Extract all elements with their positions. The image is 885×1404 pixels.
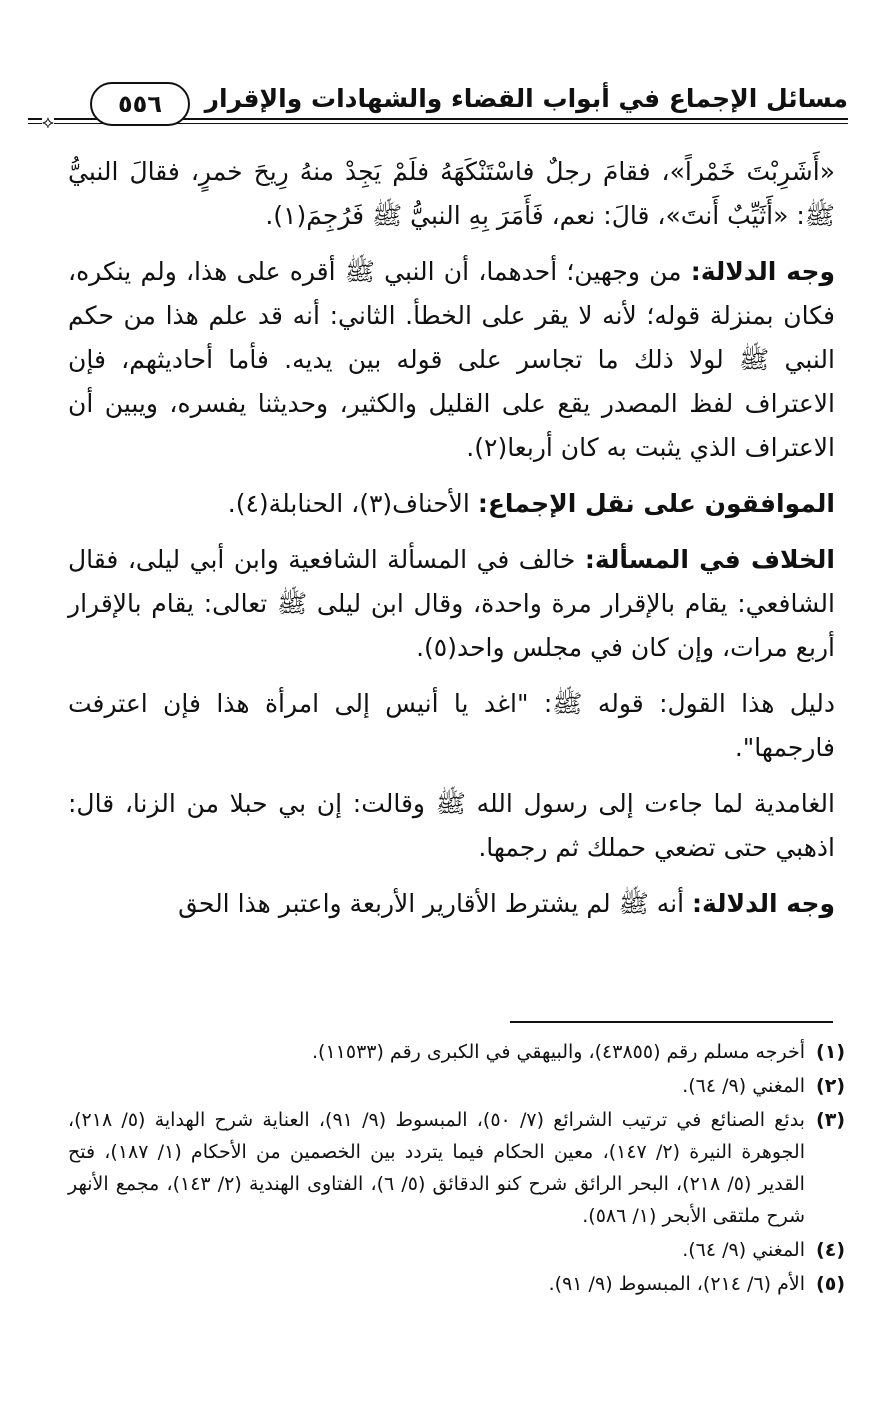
page-number: ٥٥٦	[90, 82, 190, 126]
evidence-label: وجه الدلالة:	[690, 257, 835, 286]
paragraph-evidence-2	[68, 882, 835, 926]
footnote-separator	[510, 1021, 833, 1023]
disagreement-text: خالف في المسألة الشافعية وابن أبي ليلى، فقال الشافعي: يقام بالإقرار مرة واحدة، وقال ابن ليلى ﷺ تعالى: يقام بالإقرار أربع مرات، وإن كان في مجلس واحد(٥).	[68, 545, 835, 662]
agreeing-text: الأحناف(٣)، الحنابلة(٤).	[227, 489, 470, 518]
paragraph-proof: دليل هذا القول: قوله ﷺ: "اغد يا أنيس إلى امرأة هذا فإن اعترفت فارجمها".	[68, 689, 835, 762]
running-header	[28, 78, 848, 133]
paragraph-evidence-1	[68, 250, 835, 470]
paragraph-agreeing	[68, 482, 835, 526]
evidence-text: من وجهين؛ أحدهما، أن النبي ﷺ أقره على هذا، ولم ينكره، فكان بمنزلة قوله؛ لأنه لا يقر على الخطأ. الثاني: أنه قد علم هذا من حكم النبي ﷺ لولا ذلك ما تجاسر على قوله بين يديه. فأما أحاديثهم، فإن الاعتراف لفظ المصدر يقع على القليل والكثير، وحديثنا يفسره، ويبين أن الاعتراف الذي يثبت به كان أربعا(٢).	[68, 257, 835, 462]
footnote-number: (١)	[816, 1041, 845, 1063]
footnote-text: أخرجه مسلم رقم (٤٣٨٥٥)، والبيهقي في الكبرى رقم (١١٥٣٣).	[312, 1041, 805, 1063]
footnote-text: المغني (٩/ ٦٤).	[682, 1239, 805, 1261]
paragraph-disagreement	[68, 538, 835, 670]
footnote-number: (٥)	[816, 1273, 845, 1295]
footnote-number: (٣)	[816, 1109, 845, 1131]
footnotes	[68, 1036, 845, 1302]
footnote-text: بدئع الصنائع في ترتيب الشرائع (٧/ ٥٠)، المبسوط (٩/ ٩١)، العناية شرح الهداية (٥/ ٢١٨)، الجوهرة النيرة (٢/ ١٤٧)، معين الحكام فيما يتردد بين الخصمين من الأحكام (١/ ١٨٧)، فتح القدير (٥/ ٢١٨)، البحر الرائق شرح كنو الدقائق (٥/ ٦)، الفتاوى الهندية (٢/ ١٤٣)، مجمع الأنهر شرح ملتقى الأبحر (١/ ٥٨٦).	[68, 1109, 805, 1227]
disagreement-label: الخلاف في المسألة:	[584, 545, 835, 574]
paragraph-ghamidiya: الغامدية لما جاءت إلى رسول الله ﷺ وقالت: إن بي حبلا من الزنا، قال: اذهبي حتى تضعي حملك ثم رجمها.	[68, 789, 835, 862]
evidence-text-2: أنه ﷺ لم يشترط الأقارير الأربعة واعتبر هذا الحق	[178, 889, 685, 918]
footnote	[68, 1234, 845, 1266]
footnote	[68, 1104, 845, 1232]
footnote-text: المغني (٩/ ٦٤).	[682, 1075, 805, 1097]
footnote	[68, 1036, 845, 1068]
footnote-number: (٤)	[816, 1239, 845, 1261]
footnote-number: (٢)	[816, 1075, 845, 1097]
header-title: مسائل الإجماع في أبواب القضاء والشهادات والإقرار	[204, 84, 848, 113]
main-text	[68, 150, 835, 938]
agreeing-label: الموافقون على نقل الإجماع:	[477, 489, 835, 518]
footnote-text: الأم (٦/ ٢١٤)، المبسوط (٩/ ٩١).	[548, 1273, 805, 1295]
footnote	[68, 1268, 845, 1300]
ornament-icon: ⟡	[42, 112, 54, 133]
footnote	[68, 1070, 845, 1102]
evidence-label-2: وجه الدلالة:	[692, 889, 835, 918]
paragraph-hadith: «أَشَرِبْتَ خَمْراً»، فقامَ رجلٌ فاسْتَنْكَهَهُ فلَمْ يَجِدْ منهُ رِيحَ خمرٍ، فقالَ النبيُّ ﷺ: «أَثَيِّبٌ أَنتَ»، قالَ: نعم، فَأَمَرَ بِهِ النبيُّ ﷺ فَرُجِمَ(١).	[68, 157, 835, 230]
